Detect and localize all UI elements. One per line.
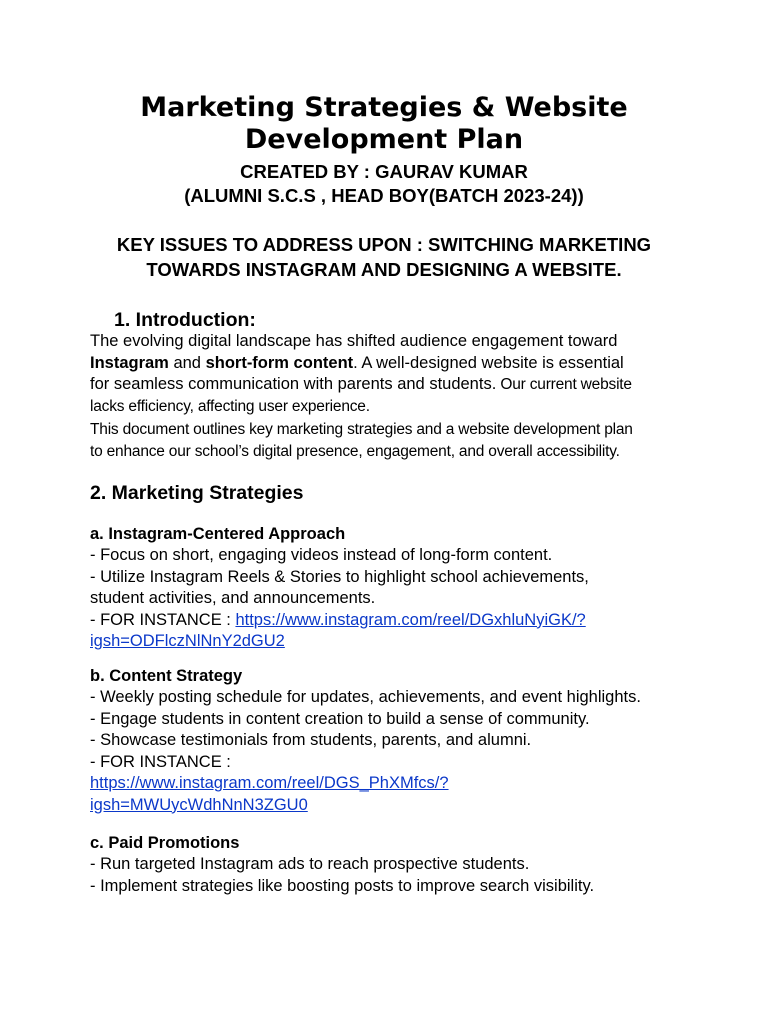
instagram-approach-heading: a. Instagram-Centered Approach <box>90 525 346 543</box>
key-issues-heading <box>0 232 768 282</box>
intro-line-2-rest: . A well-designed website is essential <box>353 353 624 372</box>
introduction-heading: 1. Introduction: <box>114 309 256 331</box>
title-line-1: Marketing Strategies & Website <box>140 92 628 123</box>
instagram-reel-link-2-cont[interactable]: igsh=MWUycWdhNnN3ZGU0 <box>90 795 308 814</box>
paid-promotions-heading: c. Paid Promotions <box>90 834 240 852</box>
introduction-paragraph <box>90 331 690 462</box>
intro-line-3 <box>90 374 690 396</box>
list-item: - Focus on short, engaging videos instead of long-form content. <box>90 546 553 564</box>
content-strategy-heading: b. Content Strategy <box>90 667 243 685</box>
intro-line-3b: Our current website <box>496 376 632 393</box>
intro-line-5: This document outlines key marketing strategies and a website development plan <box>90 421 633 438</box>
key-issues-line-1: KEY ISSUES TO ADDRESS UPON : SWITCHING MARKETING <box>116 234 652 255</box>
list-item: - Run targeted Instagram ads to reach prospective students. <box>90 855 530 873</box>
instagram-reel-link-2[interactable]: https://www.instagram.com/reel/DGS_PhXMfcs/? <box>90 774 449 792</box>
content-strategy-list <box>90 687 690 816</box>
paid-promotions-list <box>90 854 690 897</box>
list-item <box>90 795 690 817</box>
author-line-1: CREATED BY : GAURAV KUMAR <box>240 161 528 182</box>
intro-bold-short-form: short-form content <box>205 353 354 372</box>
title-line-2: Development Plan <box>244 124 524 155</box>
list-item: - FOR INSTANCE : <box>90 752 231 771</box>
instance-label: - FOR INSTANCE : <box>90 610 236 629</box>
intro-line-1: The evolving digital landscape has shifted audience engagement toward <box>90 332 618 350</box>
list-item <box>90 631 690 653</box>
list-item: - Engage students in content creation to build a sense of community. <box>90 709 590 728</box>
intro-line-6: to enhance our school’s digital presence, engagement, and overall accessibility. <box>90 442 620 460</box>
intro-line-2 <box>90 353 690 375</box>
key-issues-line-2: TOWARDS INSTAGRAM AND DESIGNING A WEBSITE. <box>146 259 622 280</box>
intro-connector: and <box>168 353 206 372</box>
list-item: student activities, and announcements. <box>90 589 376 607</box>
author-line-2: (ALUMNI S.C.S , HEAD BOY(BATCH 2023-24)) <box>184 185 584 206</box>
list-item <box>90 610 690 632</box>
list-item <box>90 773 690 795</box>
author-credit <box>0 160 768 208</box>
list-item: - Utilize Instagram Reels & Stories to highlight school achievements, <box>90 567 589 586</box>
marketing-strategies-heading: 2. Marketing Strategies <box>90 482 304 504</box>
list-item: - Implement strategies like boosting posts to improve search visibility. <box>90 876 595 895</box>
document-title <box>0 92 768 156</box>
list-item: - Showcase testimonials from students, parents, and alumni. <box>90 731 532 749</box>
intro-line-3a: for seamless communication with parents and students. <box>90 375 497 393</box>
intro-line-4: lacks efficiency, affecting user experience. <box>90 397 370 415</box>
instagram-approach-list <box>90 545 690 653</box>
list-item: - Weekly posting schedule for updates, achievements, and event highlights. <box>90 688 641 706</box>
instagram-reel-link-1-cont[interactable]: igsh=ODFlczNlNnY2dGU2 <box>90 632 285 650</box>
instagram-reel-link-1[interactable]: https://www.instagram.com/reel/DGxhluNyiGK/? <box>235 610 586 629</box>
intro-bold-instagram: Instagram <box>90 353 169 372</box>
